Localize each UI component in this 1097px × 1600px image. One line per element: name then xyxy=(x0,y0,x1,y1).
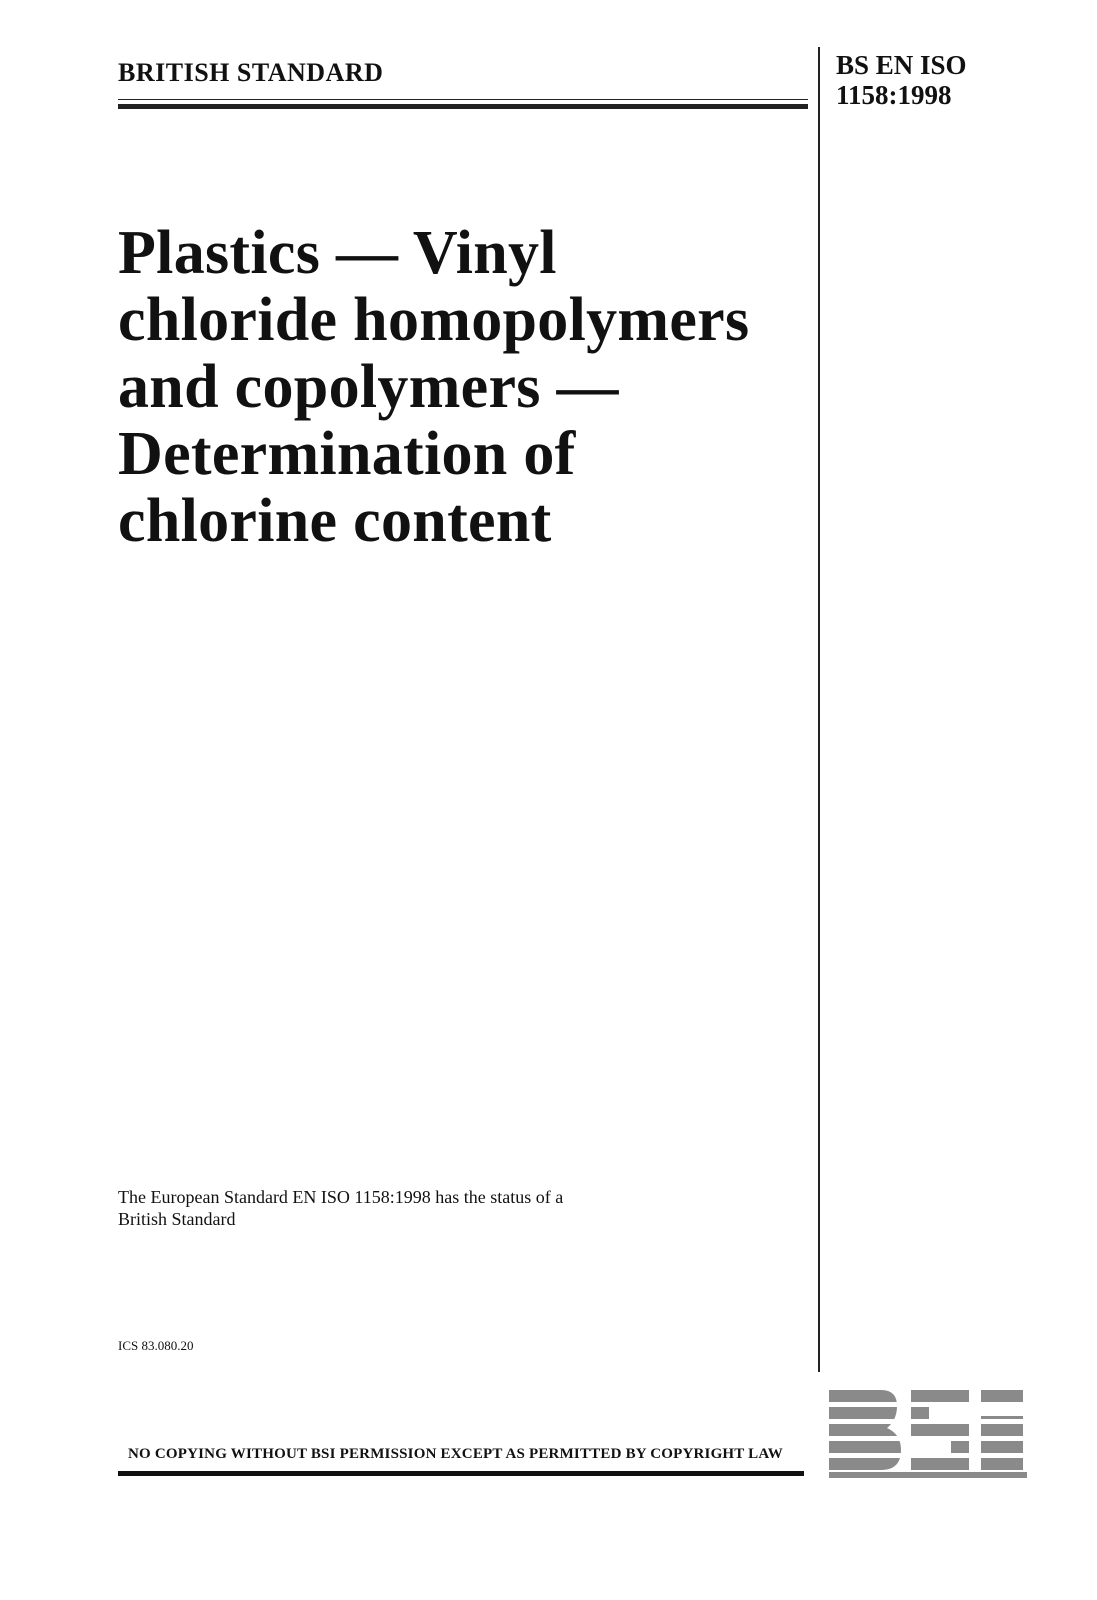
copyright-notice: NO COPYING WITHOUT BSI PERMISSION EXCEPT AS PERMITTED BY COPYRIGHT LAW xyxy=(128,1446,783,1462)
standard-number-line1: BS EN ISO xyxy=(836,50,967,80)
status-note xyxy=(118,1186,718,1230)
header-divider-thick xyxy=(118,104,808,109)
title-line: chloride homopolymers xyxy=(118,286,750,354)
vertical-divider xyxy=(818,47,820,1372)
document-type-label: BRITISH STANDARD xyxy=(118,58,384,87)
standard-number xyxy=(836,50,967,110)
title-line: chlorine content xyxy=(118,487,552,555)
title-line: and copolymers — xyxy=(118,353,619,421)
document-title xyxy=(118,220,808,555)
status-line1: The European Standard EN ISO 1158:1998 has the status of a xyxy=(118,1187,564,1207)
standard-number-line2: 1158:1998 xyxy=(836,80,952,110)
title-line: Determination of xyxy=(118,420,576,488)
title-line: Plastics — Vinyl xyxy=(118,219,557,287)
footer-divider xyxy=(118,1471,804,1476)
header-divider-thin xyxy=(118,99,808,100)
ics-code: ICS 83.080.20 xyxy=(118,1338,194,1353)
bsi-logo-icon xyxy=(829,1390,1027,1478)
status-line2: British Standard xyxy=(118,1209,236,1229)
